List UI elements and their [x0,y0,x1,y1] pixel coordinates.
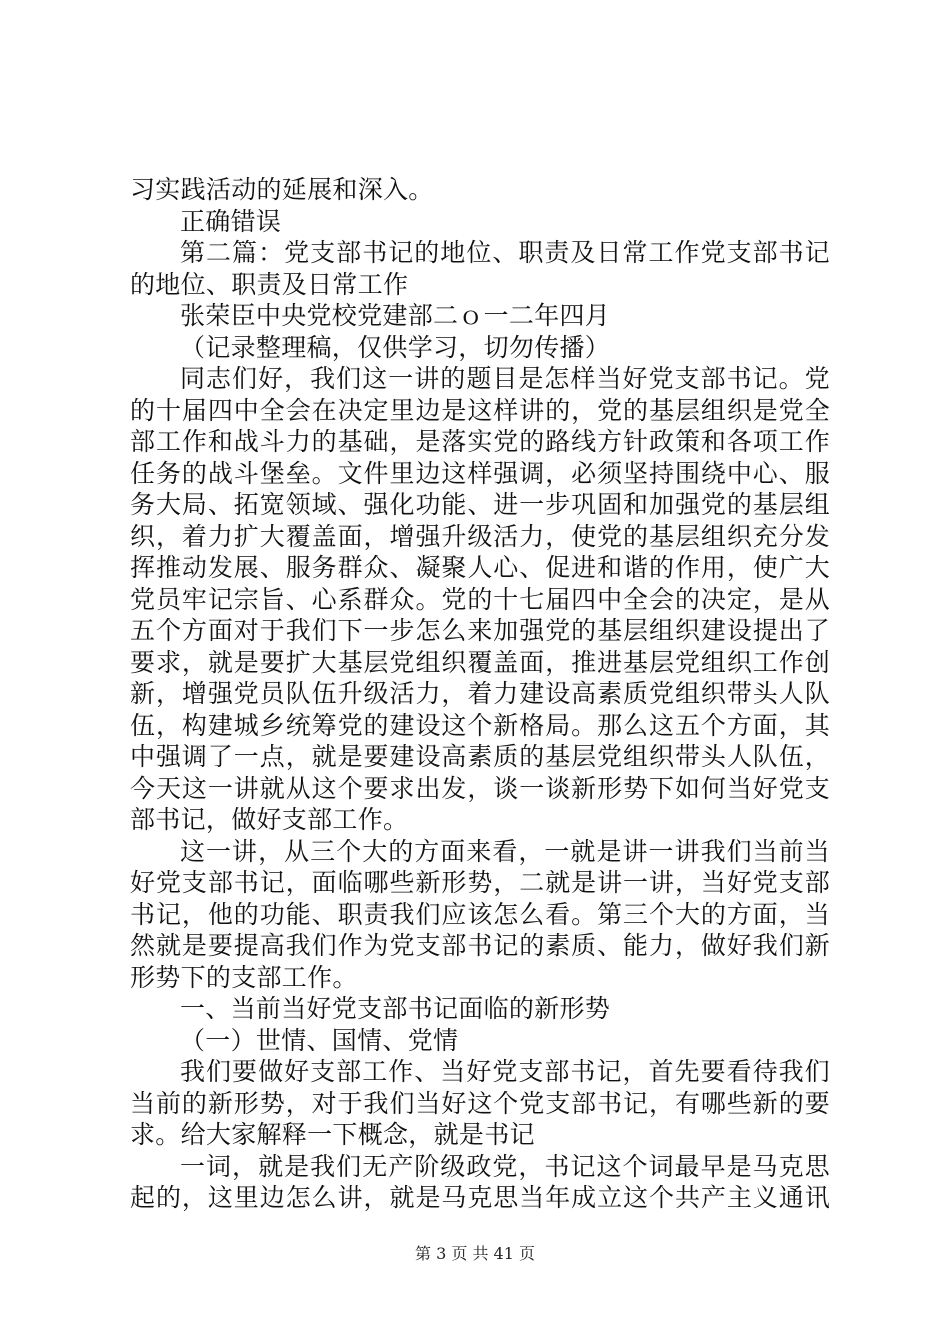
author-line: 张荣臣中央党校党建部二ｏ一二年四月 [180,301,611,330]
text-line: 我们要做好支部工作、当好党支部书记，首先要看待我们 [180,1057,830,1086]
text-line: 习实践活动的延展和深入。 [130,175,434,204]
text-line: 部书记，做好支部工作。 [130,805,409,834]
subsection-heading: （一）世情、国情、党情 [180,1025,459,1055]
text-line: 起的，这里边怎么讲，就是马克思当年成立这个共产主义通讯 [130,1183,830,1212]
text-line: 伍，构建城乡统筹党的建设这个新格局。那么这五个方面，其 [130,710,830,740]
text-line: 部工作和战斗力的基础，是落实党的路线方针政策和各项工作 [130,427,830,456]
text-line: 挥推动发展、服务群众、凝聚人心、促进和谐的作用，使广大 [130,553,830,582]
text-line: 好党支部书记，面临哪些新形势，二就是讲一讲，当好党支部 [130,868,830,897]
text-line: 这一讲，从三个大的方面来看，一就是讲一讲我们当前当 [180,836,830,866]
text-line: 形势下的支部工作。 [130,962,358,992]
text-line: 的十届四中全会在决定里边是这样讲的，党的基层组织是党全 [130,395,830,425]
text-line: 今天这一讲就从这个要求出发，谈一谈新形势下如何当好党支 [130,773,830,803]
text-line: 当前的新形势，对于我们当好这个党支部书记，有哪些新的要 [130,1088,830,1118]
text-line: 织，着力扩大覆盖面，增强升级活力，使党的基层组织充分发 [130,521,830,551]
text-line: 正确错误 [180,206,282,236]
text-line: 中强调了一点，就是要建设高素质的基层党组织带头人队伍， [130,742,830,771]
text-line: 一词，就是我们无产阶级政党，书记这个词最早是马克思 [180,1151,830,1181]
text-line: 任务的战斗堡垒。文件里边这样强调，必须坚持围绕中心、服 [130,458,830,488]
note-line: （记录整理稿，仅供学习，切勿传播） [180,332,611,362]
text-line: 然就是要提高我们作为党支部书记的素质、能力，做好我们新 [130,931,830,960]
text-line: 党员牢记宗旨、心系群众。党的十七届四中全会的决定，是从 [130,584,830,614]
text-line: 书记，他的功能、职责我们应该怎么看。第三个大的方面，当 [130,899,830,929]
section-heading: 一、当前当好党支部书记面临的新形势 [180,994,611,1023]
text-line: 求。给大家解释一下概念，就是书记 [130,1120,535,1149]
text-line: 务大局、拓宽领域、强化功能、进一步巩固和加强党的基层组 [130,490,830,519]
heading-line: 的地位、职责及日常工作 [130,269,409,299]
page-footer: 第 3 页 共 41 页 [415,1244,535,1263]
heading-line: 第二篇：党支部书记的地位、职责及日常工作党支部书记 [180,238,830,267]
text-line: 同志们好，我们这一讲的题目是怎样当好党支部书记。党 [180,364,830,393]
text-line: 五个方面对于我们下一步怎么来加强党的基层组织建设提出了 [130,616,830,645]
text-line: 要求，就是要扩大基层党组织覆盖面，推进基层党组织工作创 [130,647,830,677]
text-line: 新，增强党员队伍升级活力，着力建设高素质党组织带头人队 [130,679,830,708]
